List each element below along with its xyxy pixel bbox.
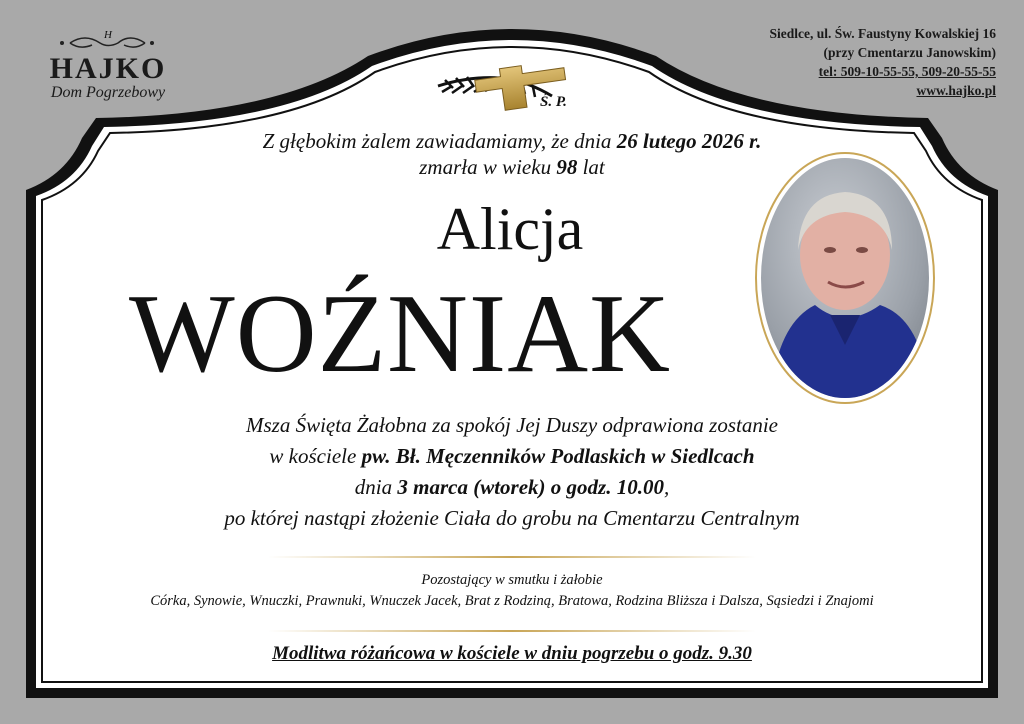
mass-datetime: 3 marca (wtorek) o godz. 10.00 — [397, 475, 664, 499]
first-name: Alicja — [436, 196, 584, 262]
age-unit: lat — [577, 155, 605, 179]
mourners-heading: Pozostający w smutku i żałobie — [421, 572, 603, 588]
death-date: 26 lutego 2026 r. — [616, 129, 762, 153]
mass-info — [0, 410, 1024, 534]
contact-location: (przy Cmentarzu Janowskim) — [823, 45, 996, 60]
contact-info — [769, 24, 996, 100]
mass-line-4: po której nastąpi złożenie Ciała do grobu na Cmentarzu Centralnym — [224, 506, 800, 530]
mass-line-1: Msza Święta Żałobna za spokój Jej Duszy odprawiona zostanie — [245, 413, 778, 437]
mourners-list: Córka, Synowie, Wnuczki, Prawnuki, Wnuczek Jacek, Brat z Rodziną, Bratowa, Rodzina Bliższa i Dalsza, Sąsiedzi i Znajomi — [150, 593, 874, 609]
last-name: WOŹNIAK — [129, 272, 671, 396]
logo-monogram: H — [104, 29, 112, 41]
logo-name: HAJKO — [49, 52, 167, 85]
mass-date-prefix: dnia — [354, 475, 398, 499]
contact-website[interactable]: www.hajko.pl — [916, 83, 996, 98]
logo-subtitle: Dom Pogrzebowy — [50, 84, 166, 101]
contact-phones[interactable]: tel: 509-10-55-55, 509-20-55-55 — [818, 64, 996, 79]
age-text: zmarła w wieku — [419, 155, 557, 179]
mass-church-prefix: w kościele — [269, 444, 362, 468]
sp-label: Ś. P. — [540, 94, 567, 110]
rosary-prayer — [0, 642, 1024, 666]
rosary-prayer-text: Modlitwa różańcowa w kościele w dniu pogrzebu o godz. 9.30 — [272, 643, 752, 664]
logo — [28, 30, 188, 102]
mass-church: pw. Bł. Męczenników Podlaskich w Siedlcach — [361, 444, 755, 468]
announcement — [0, 128, 1024, 180]
contact-address: Siedlce, ul. Św. Faustyny Kowalskiej 16 — [769, 26, 996, 41]
intro-text: Z głębokim żalem zawiadamiamy, że dnia — [262, 129, 617, 153]
mourners — [0, 570, 1024, 612]
mass-date-suffix: , — [663, 475, 670, 499]
age-value: 98 — [556, 155, 578, 179]
